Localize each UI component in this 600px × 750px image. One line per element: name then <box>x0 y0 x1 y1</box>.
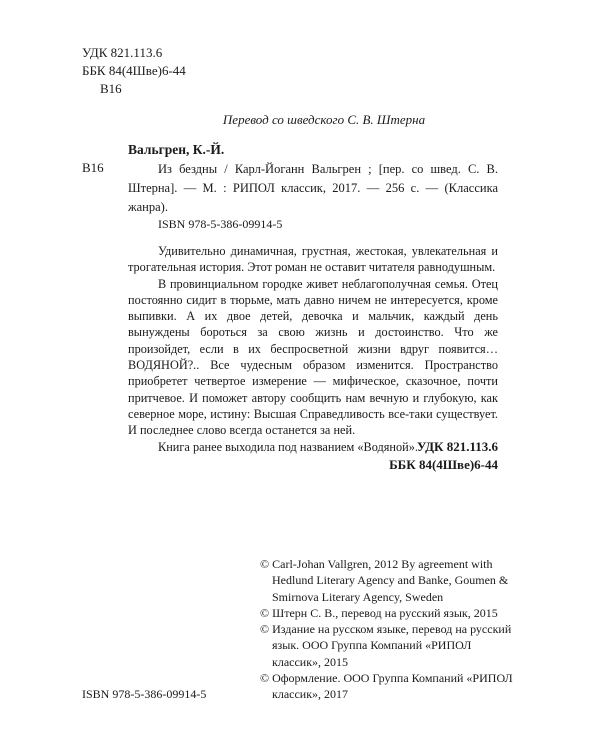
copyright-design: © Оформление. ООО Группа Компаний «РИПОЛ классик», 2017 <box>260 671 513 702</box>
author-mark: В16 <box>100 81 122 96</box>
annotation <box>128 243 498 455</box>
annotation-paragraph-1: Удивительно динамичная, грустная, жестокая, увлекательная и трогательная история. Этот роман не оставит читателя равнодушным. <box>128 244 498 275</box>
bibliographic-description: Из бездны / Карл-Йоганн Вальгрен ; [пер. со швед. С. В. Штерна]. — М. : РИПОЛ классик, 2017. — 256 с. — (Классика жанра). <box>128 162 498 214</box>
isbn-main: ISBN 978-5-386-09914-5 <box>158 217 283 231</box>
bbk-code: ББК 84(4Шве)6-44 <box>82 63 186 78</box>
catalog-block-bottom <box>300 438 498 474</box>
translation-note: Перевод со шведского С. В. Штерна <box>222 112 426 127</box>
author-mark-bib: В16 <box>82 160 104 175</box>
isbn-bottom: ISBN 978-5-386-09914-5 <box>82 687 207 701</box>
copyright-original: © Carl-Johan Vallgren, 2012 By agreement with Hedlund Literary Agency and Banke, Goumen & Smirnova Literary Agency, Sweden <box>260 557 509 604</box>
udk-code-bottom: УДК 821.113.6 <box>416 439 498 454</box>
annotation-paragraph-2: В провинциальном городке живет неблагополучная семья. Отец постоянно сидит в тюрьме, мать давно ничем не интересуется, кроме выпивки. А их двое детей, девочка и мальчик, каждый день вынуждены бороться за свою жизнь и достоинство. Что же произойдет, если в их беспросветной жизни вдруг появится… ВОДЯНОЙ?.. Все чудесным образом изменится. Пространство приобретет четвертое измерение — мифическое, сказочное, почти притчевое. И поможет автору сообщить нам вечную и глубокую, как северное море, истину: Высшая Справедливость все-таки существует. И последнее слово всегда останется за ней. <box>128 276 498 438</box>
annotation-paragraph-3: Книга ранее выходила под названием «Водяной». <box>158 439 418 454</box>
copyright-block <box>260 556 520 703</box>
udk-code: УДК 821.113.6 <box>82 45 163 60</box>
bbk-code-bottom: ББК 84(4Шве)6-44 <box>389 457 498 472</box>
copyright-edition: © Издание на русском языке, перевод на русский язык. ООО Группа Компаний «РИПОЛ классик», 2015 <box>260 622 512 669</box>
catalog-block <box>82 44 186 98</box>
copyright-translation: © Штерн С. В., перевод на русский язык, 2015 <box>260 605 498 620</box>
author-heading: Вальгрен, К.-Й. <box>128 142 225 157</box>
